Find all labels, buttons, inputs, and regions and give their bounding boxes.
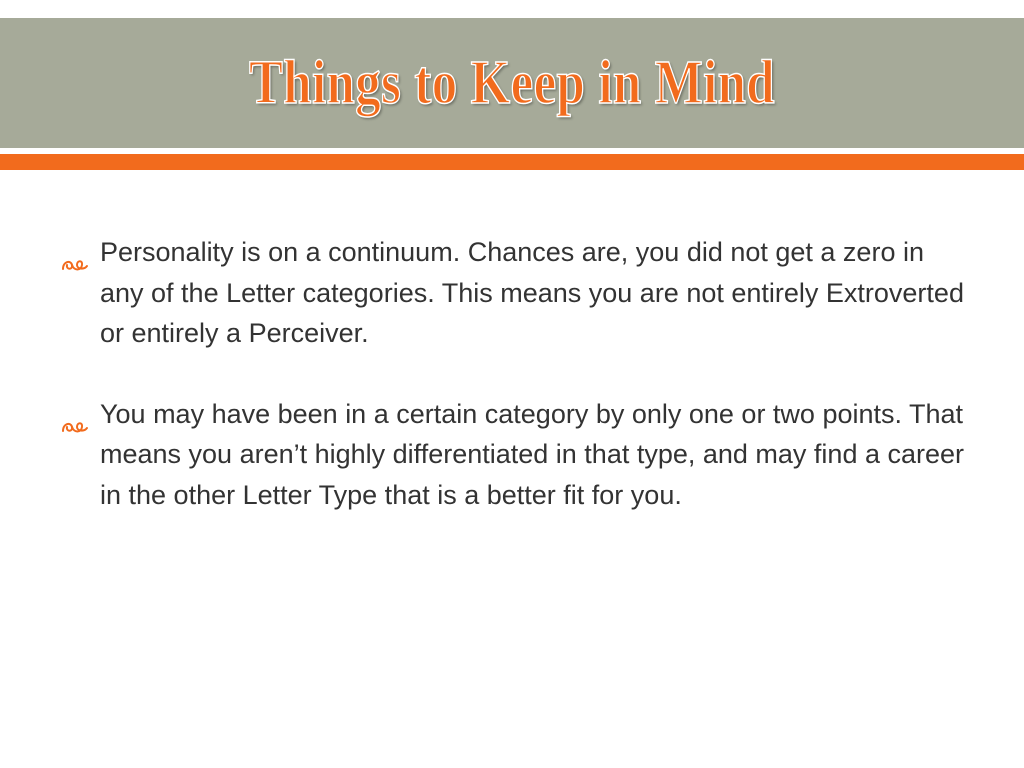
fleuron-bullet-icon	[60, 244, 90, 260]
accent-stripe	[0, 154, 1024, 170]
slide-title: Things to Keep in Mind	[248, 48, 776, 117]
bullet-item	[60, 232, 970, 354]
bullet-text: Personality is on a continuum. Chances are, you did not get a zero in any of the Letter categories. This means you are not entirely Extroverted or entirely a Perceiver.	[100, 237, 964, 348]
fleuron-bullet-icon	[60, 406, 90, 422]
bullet-item	[60, 394, 970, 516]
bullet-list	[60, 232, 970, 555]
bullet-text: You may have been in a certain category by only one or two points. That means you aren’t highly differentiated in that type, and may find a career in the other Letter Type that is a better fit for you.	[100, 398, 965, 510]
title-divider-gap	[0, 148, 1024, 152]
